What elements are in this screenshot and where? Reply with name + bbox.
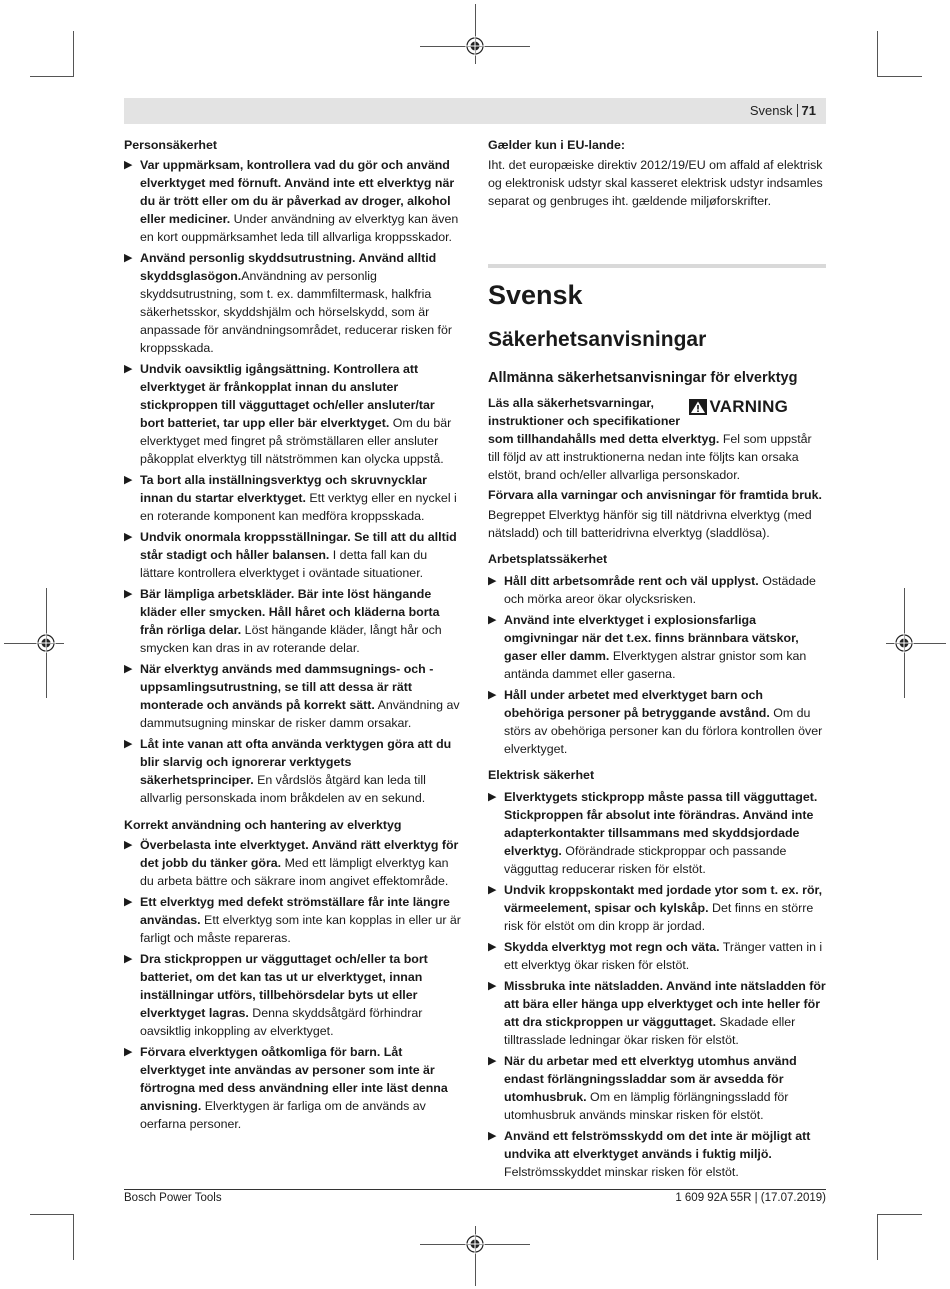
item-text: Skadade eller tilltrasslade ledningar ökar risken för elstöt. bbox=[504, 1015, 796, 1047]
list-item bbox=[124, 585, 462, 657]
triangle-bullet-icon: ▶ bbox=[488, 980, 497, 992]
triangle-bullet-icon: ▶ bbox=[488, 941, 497, 953]
triangle-bullet-icon: ▶ bbox=[124, 474, 133, 486]
item-text: Löst hängande kläder, långt hår och smycken kan dras in av roterande delar. bbox=[140, 623, 442, 655]
list-item bbox=[488, 938, 826, 974]
triangle-bullet-icon: ▶ bbox=[124, 252, 133, 264]
crop-mark bbox=[30, 1214, 74, 1215]
item-text: Användning av personlig skyddsutrustning, som t. ex. dammfiltermask, halkfria säkerhetsskor, skyddshjälm och hörselskydd, som är anpassade för användningsområdet, reducerar risken för kroppsskada. bbox=[140, 269, 453, 355]
item-bold-text: Använd ett felströmsskydd om det inte är möjligt att undvika att elverktyget används i fuktig miljö. bbox=[504, 1129, 811, 1161]
footer-doc-id: 1 609 92A 55R | (17.07.2019) bbox=[675, 1192, 826, 1204]
list-item bbox=[488, 611, 826, 683]
item-text: Tränger vatten in i ett elverktyg ökar risken för elstöt. bbox=[504, 940, 823, 972]
list-item bbox=[124, 156, 462, 246]
item-text: Under användning av elverktyg kan även en kort ouppmärksamhet leda till allvarliga kroppsskador. bbox=[140, 212, 459, 244]
warning-label-text: VARNING bbox=[709, 397, 788, 416]
header-divider bbox=[797, 104, 798, 117]
warning-detail: Fel som uppstår till följd av att instruktionerna nedan inte följts kan orsaka elstöt, brand och/eller allvarliga personskador. bbox=[488, 432, 812, 482]
triangle-bullet-icon: ▶ bbox=[488, 791, 497, 803]
triangle-bullet-icon: ▶ bbox=[488, 614, 497, 626]
triangle-bullet-icon: ▶ bbox=[124, 159, 133, 171]
header-language: Svensk bbox=[749, 103, 793, 118]
list-item bbox=[488, 788, 826, 878]
item-bold-text: Ta bort alla inställningsverktyg och skruvnycklar innan du startar elverktyget. bbox=[140, 473, 427, 505]
page-number: 71 bbox=[801, 103, 816, 118]
item-bold-text: Förvara elverktygen oåtkomliga för barn. Låt elverktyget inte användas av personer som inte är förtrogna med dess användning eller inte läst denna anvisning. bbox=[140, 1045, 448, 1113]
item-bold-text: Skydda elverktyg mot regn och väta. bbox=[504, 940, 720, 954]
item-text: En vårdslös åtgärd kan leda till allvarlig personskada inom bråkdelen av en sekund. bbox=[140, 773, 426, 805]
item-text: Om du bär elverktyget med fingret på strömställaren eller ansluter påkopplat elverktyg till nätströmmen kan olycka uppstå. bbox=[140, 416, 452, 466]
item-bold-text: Överbelasta inte elverktyget. Använd rätt elverktyg för det jobb du tänker göra. bbox=[140, 838, 459, 870]
bullet-list-tool-use bbox=[124, 836, 462, 1133]
triangle-bullet-icon: ▶ bbox=[124, 896, 133, 908]
item-text: Ett verktyg eller en nyckel i en roterande komponent kan medföra kroppsskada. bbox=[140, 491, 457, 523]
list-item bbox=[124, 528, 462, 582]
list-item bbox=[488, 977, 826, 1049]
item-bold-text: När elverktyg används med dammsugnings- och -uppsamlingsutrustning, se till att dessa är rätt monterade och används på korrekt sätt. bbox=[140, 662, 434, 712]
section-title-personal-safety: Personsäkerhet bbox=[124, 138, 217, 152]
triangle-bullet-icon: ▶ bbox=[488, 689, 497, 701]
triangle-bullet-icon: ▶ bbox=[124, 363, 133, 375]
item-text: Det finns en större risk för elstöt om din kropp är jordad. bbox=[504, 901, 814, 933]
triangle-bullet-icon: ▶ bbox=[488, 575, 497, 587]
warning-intro-bold: Läs alla säkerhetsvarningar, instruktioner och specifikationer bbox=[488, 396, 681, 428]
right-column bbox=[488, 136, 826, 1184]
crop-mark bbox=[73, 31, 74, 77]
list-item bbox=[124, 360, 462, 468]
item-text: Oförändrade stickproppar och passande vägguttag reducerar risken för elstöt. bbox=[504, 844, 787, 876]
item-bold-text: Bär lämpliga arbetskläder. Bär inte löst hängande kläder eller smycken. Håll håret och kläderna borta från rörliga delar. bbox=[140, 587, 440, 637]
warning-triangle-icon bbox=[689, 399, 707, 415]
triangle-bullet-icon: ▶ bbox=[124, 839, 133, 851]
bullet-list-electrical bbox=[488, 788, 826, 1181]
left-column bbox=[124, 136, 462, 1136]
keep-instructions-note: Förvara alla varningar och anvisningar för framtida bruk. bbox=[488, 488, 822, 502]
crop-mark bbox=[73, 1214, 74, 1260]
crop-mark bbox=[877, 1214, 878, 1260]
triangle-bullet-icon: ▶ bbox=[488, 1130, 497, 1142]
crop-mark bbox=[877, 31, 878, 77]
registration-mark-icon bbox=[894, 633, 914, 653]
item-bold-text: När du arbetar med ett elverktyg utomhus använd endast förlängningssladdar som är avsedda för utomhusbruk. bbox=[504, 1054, 797, 1104]
list-item bbox=[488, 572, 826, 608]
list-item bbox=[488, 686, 826, 758]
warning-label bbox=[689, 398, 788, 416]
triangle-bullet-icon: ▶ bbox=[488, 1055, 497, 1067]
triangle-bullet-icon: ▶ bbox=[124, 953, 133, 965]
list-item bbox=[488, 881, 826, 935]
header-page-info bbox=[750, 103, 816, 119]
section-title-workplace: Arbetsplatssäkerhet bbox=[488, 552, 608, 566]
triangle-bullet-icon: ▶ bbox=[488, 884, 497, 896]
registration-mark-icon bbox=[36, 633, 56, 653]
section-divider bbox=[488, 264, 826, 268]
language-heading: Svensk bbox=[488, 280, 583, 310]
safety-heading: Säkerhetsanvisningar bbox=[488, 328, 707, 351]
section-title-tool-use: Korrekt användning och hantering av elverktyg bbox=[124, 818, 402, 832]
warning-block bbox=[488, 394, 826, 430]
warning-text bbox=[488, 430, 826, 484]
crop-mark bbox=[878, 1214, 922, 1215]
item-bold-text: Missbruka inte nätsladden. Använd inte nätsladden för att bära eller hänga upp elverktyget och inte heller för att dra stickproppen ur vägguttaget. bbox=[504, 979, 826, 1029]
list-item bbox=[488, 1052, 826, 1124]
triangle-bullet-icon: ▶ bbox=[124, 531, 133, 543]
triangle-bullet-icon: ▶ bbox=[124, 1046, 133, 1058]
triangle-bullet-icon: ▶ bbox=[124, 663, 133, 675]
footer-brand: Bosch Power Tools bbox=[124, 1192, 222, 1204]
list-item bbox=[124, 735, 462, 807]
item-bold-text: Dra stickproppen ur vägguttaget och/eller ta bort batteriet, om det kan tas ut ur elverktyget, innan inställningar utförs, tillbehörsdelar byts ut eller elverktyget lagras. bbox=[140, 952, 428, 1020]
list-item bbox=[124, 471, 462, 525]
item-text: I detta fall kan du lättare kontrollera elverktyget i oväntade situationer. bbox=[140, 548, 428, 580]
list-item bbox=[488, 1127, 826, 1181]
general-safety-heading: Allmänna säkerhetsanvisningar för elverktyg bbox=[488, 370, 798, 386]
item-bold-text: Låt inte vanan att ofta använda verktygen göra att du blir slarvig och ignorerar verktygets säkerhetsprinciper. bbox=[140, 737, 452, 787]
list-item bbox=[124, 950, 462, 1040]
item-bold-text: Undvik onormala kroppsställningar. Se till att du alltid står stadigt och håller balansen. bbox=[140, 530, 457, 562]
list-item bbox=[124, 1043, 462, 1133]
eu-notice-text: Iht. det europæiske direktiv 2012/19/EU om affald af elektrisk og elektronisk udstyr skal kasseret elektrisk udstyr indsamles separat og genbruges iht. gældende miljøforskrifter. bbox=[488, 158, 823, 208]
eu-notice-title: Gælder kun i EU-lande: bbox=[488, 138, 626, 152]
item-bold-text: Elverktygets stickpropp måste passa till vägguttaget. Stickproppen får absolut inte förändras. Använd inte adapterkontakter tillsammans med skyddsjordade elverktyg. bbox=[504, 790, 818, 858]
item-text: Elverktygen alstrar gnistor som kan antända dammet eller gaserna. bbox=[504, 649, 807, 681]
warning-bold-continuation: som tillhandahålls med detta elverktyg. bbox=[488, 432, 720, 446]
term-definition: Begreppet Elverktyg hänför sig till nätdrivna elverktyg (med nätsladd) och till batteridrivna elverktyg (sladdlösa). bbox=[488, 508, 812, 540]
item-bold-text: Undvik oavsiktlig igångsättning. Kontrollera att elverktyget är frånkopplat innan du ansluter stickproppen till vägguttaget och/eller ansluter/tar bort batteriet, tar upp eller bär elverktyget. bbox=[140, 362, 435, 430]
item-text: Om en lämplig förlängningssladd för utomhusbruk används minskar risken för elstöt. bbox=[504, 1090, 789, 1122]
item-text: Användning av dammutsugning minskar de risker damm orsakar. bbox=[140, 698, 460, 730]
item-bold-text: Ett elverktyg med defekt strömställare får inte längre användas. bbox=[140, 895, 450, 927]
list-item bbox=[124, 893, 462, 947]
triangle-bullet-icon: ▶ bbox=[124, 738, 133, 750]
item-bold-text: Använd personlig skyddsutrustning. Använd alltid skyddsglasögon. bbox=[140, 251, 437, 283]
item-text: Med ett lämpligt elverktyg kan du arbeta bättre och säkrare inom angivet effektområde. bbox=[140, 856, 449, 888]
item-text: Felströmsskyddet minskar risken för elstöt. bbox=[504, 1165, 739, 1179]
item-text: Ostädade och mörka areor ökar olycksrisken. bbox=[504, 574, 816, 606]
item-bold-text: Använd inte elverktyget i explosionsfarliga omgivningar när det t.ex. finns brännbara vätskor, gaser eller damm. bbox=[504, 613, 799, 663]
list-item bbox=[124, 660, 462, 732]
crop-mark bbox=[878, 76, 922, 77]
registration-mark-icon bbox=[465, 1234, 485, 1254]
triangle-bullet-icon: ▶ bbox=[124, 588, 133, 600]
item-text: Om du störs av obehöriga personer kan du förlora kontrollen över elverktyget. bbox=[504, 706, 823, 756]
bullet-list-workplace bbox=[488, 572, 826, 758]
item-text: Denna skyddsåtgärd förhindrar oavsiktlig inkoppling av elverktyget. bbox=[140, 1006, 423, 1038]
bullet-list-personal-safety bbox=[124, 156, 462, 807]
page-header bbox=[124, 98, 826, 124]
section-title-electrical: Elektrisk säkerhet bbox=[488, 768, 595, 782]
footer-rule bbox=[124, 1189, 826, 1190]
item-bold-text: Var uppmärksam, kontrollera vad du gör och använd elverktyget med förnuft. Använd inte ett elverktyg när du är trött eller om du är påverkad av droger, alkohol eller mediciner. bbox=[140, 158, 455, 226]
item-text: Elverktygen är farliga om de används av oerfarna personer. bbox=[140, 1099, 426, 1131]
item-text: Ett elverktyg som inte kan kopplas in eller ur är farligt och måste repareras. bbox=[140, 913, 461, 945]
list-item bbox=[124, 249, 462, 357]
item-bold-text: Håll under arbetet med elverktyget barn och obehöriga personer på betryggande avstånd. bbox=[504, 688, 770, 720]
list-item bbox=[124, 836, 462, 890]
item-bold-text: Håll ditt arbetsområde rent och väl upplyst. bbox=[504, 574, 759, 588]
registration-mark-icon bbox=[465, 36, 485, 56]
item-bold-text: Undvik kroppskontakt med jordade ytor som t. ex. rör, värmeelement, spisar och kylskåp. bbox=[504, 883, 823, 915]
crop-mark bbox=[30, 76, 74, 77]
